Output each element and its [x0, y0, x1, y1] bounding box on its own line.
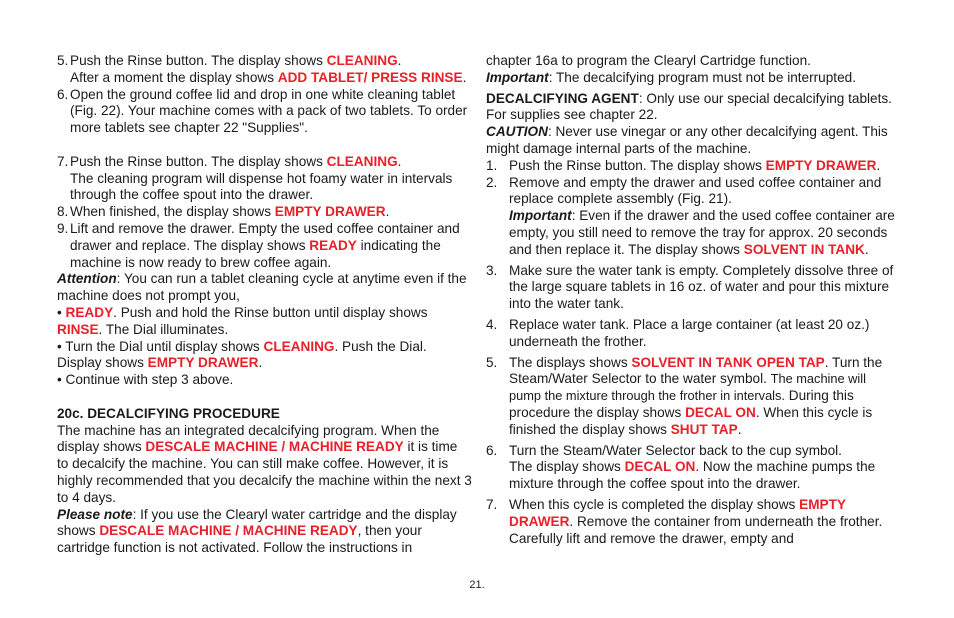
- decal-step-5: [486, 355, 900, 439]
- step-text: [70, 154, 472, 204]
- decal-step-7: [486, 497, 900, 547]
- step-number: 1.: [486, 157, 498, 173]
- please-note-label: Please note: [57, 506, 133, 522]
- step-text-part: The cleaning program will dispense hot foamy water in intervals through the coffee spout into the drawer.: [70, 170, 453, 203]
- step-text: [70, 53, 472, 87]
- note-text: : If you use the Clearyl water cartridge and the display shows: [57, 506, 457, 539]
- step-text: Open the ground coffee lid and drop in one white cleaning tablet (Fig. 22). Your machine comes with a pack of two tablets. To order more tablets see chapter 22 "Supplies".: [70, 86, 468, 136]
- display-message: DECAL ON: [685, 404, 756, 420]
- step-text: Replace water tank. Place a large container (at least 20 oz.) underneath the frother.: [509, 316, 870, 349]
- cleaning-step-7: [57, 154, 472, 204]
- bullet-dot: •: [57, 304, 66, 320]
- step-text-part: Lift and remove the drawer. Empty the used coffee container and drawer and replace. The display shows: [70, 220, 460, 253]
- step-text-part: .: [385, 204, 390, 220]
- bullet-text: .: [258, 355, 263, 371]
- cleaning-step-6: [57, 87, 472, 137]
- attention-label: Attention: [57, 271, 117, 287]
- step-text-part: Turn the Steam/Water Selector back to the cup symbol.: [509, 442, 842, 458]
- display-message: SOLVENT IN TANK OPEN TAP: [631, 354, 825, 370]
- caution-label: CAUTION: [486, 124, 548, 140]
- please-note: [57, 507, 472, 557]
- step-text-part: The displays shows: [509, 354, 632, 370]
- step-number: 7.: [486, 496, 498, 512]
- display-message: RINSE: [57, 321, 99, 337]
- step-text: [509, 175, 900, 259]
- step-number: 8.: [57, 204, 69, 220]
- step-text-part: .: [864, 241, 869, 257]
- bullet-item: • Continue with step 3 above.: [57, 372, 234, 388]
- step-text: [70, 221, 472, 271]
- note-text: : The decalcifying program must not be interrupted.: [548, 69, 856, 85]
- decal-step-3: [486, 263, 900, 313]
- important-label: Important: [486, 69, 549, 85]
- step-text-part: . Turn the Steam/Water Selector to the water symbol.: [509, 354, 883, 387]
- step-text-part: . Remove the container from underneath the frother. Carefully lift and remove the drawer, empty and: [509, 513, 883, 546]
- step-text-part: . Now the machine pumps the mixture through the coffee spout into the drawer.: [509, 459, 876, 492]
- intro-text: it is time to decalcify the machine. You can still make coffee. However, it is highly recommended that you decalcify the machine within the next 3 to 4 days.: [57, 439, 472, 505]
- step-text: [509, 497, 900, 547]
- decal-step-6: [486, 443, 900, 493]
- step-text-part: The machine will pump the mixture through the frother in intervals.: [509, 371, 866, 404]
- continuation-text: chapter 16a to program the Clearyl Cartridge function.: [486, 53, 811, 68]
- step-text: [509, 158, 900, 175]
- left-column: [57, 53, 472, 557]
- display-message: CLEANING: [263, 338, 335, 354]
- note-text: : You can run a tablet cleaning cycle at anytime even if the machine does not prompt you,: [57, 271, 467, 304]
- step-number: 5.: [57, 53, 69, 68]
- note-text: , then your cartridge function is not activated. Follow the instructions in: [57, 523, 422, 556]
- step-text-part: indicating the machine is now ready to brew coffee again.: [70, 237, 441, 270]
- decalcifying-intro: [57, 423, 472, 507]
- spacer: [57, 389, 472, 406]
- intro-text: The machine has an integrated decalcifying program. When the display shows: [57, 422, 440, 455]
- step-text-part: Push the Rinse button. The display shows: [509, 157, 766, 173]
- decal-step-1: [486, 158, 900, 175]
- display-message: SHUT TAP: [670, 421, 738, 437]
- display-message: EMPTY DRAWER: [274, 204, 386, 220]
- step-number: 6.: [486, 442, 498, 458]
- step-text: Make sure the water tank is empty. Completely dissolve three of the large square tablets in 16 oz. of water and pour this mixture into the water tank.: [509, 262, 894, 312]
- step-text-part: The display shows: [509, 459, 625, 475]
- step-number: 3.: [486, 262, 498, 278]
- step-text-part: Push the Rinse button. The display shows: [70, 53, 327, 68]
- bullet-text: • Turn the Dial until display shows: [57, 338, 264, 354]
- step-text: [509, 443, 900, 493]
- bullet-text: . The Dial illuminates.: [98, 321, 229, 337]
- step-text: [70, 204, 472, 221]
- step-number: 4.: [486, 316, 498, 332]
- cleaning-step-9: [57, 221, 472, 271]
- step-text-part: During this procedure the display shows: [509, 388, 854, 420]
- step-number: 7.: [57, 153, 69, 169]
- section-heading: 20c. DECALCIFYING PROCEDURE: [57, 405, 280, 421]
- note-text: : Only use our special decalcifying tablets. For supplies see chapter 22.: [486, 90, 892, 123]
- cleaning-step-5: [57, 53, 472, 87]
- display-message: SOLVENT IN TANK: [743, 241, 865, 257]
- important-label: Important: [509, 208, 572, 224]
- step-text-part: Remove and empty the drawer and used coffee container and replace complete assembly (Fig. 21).: [509, 174, 882, 207]
- step-text-part: . When this cycle is finished the display shows: [509, 404, 873, 437]
- step-text-part: After a moment the display shows: [70, 69, 278, 85]
- bullet-text: . Push and hold the Rinse button until display shows: [113, 304, 428, 320]
- bullet-text: . Push the Dial. Display shows: [57, 338, 427, 371]
- bullet-item: [57, 305, 472, 339]
- step-text: [509, 355, 900, 439]
- step-text-part: Push the Rinse button. The display shows: [70, 153, 327, 169]
- page-number: 21.: [469, 579, 485, 591]
- important-note: [486, 70, 900, 87]
- display-message: DESCALE MACHINE / MACHINE READY: [145, 439, 404, 455]
- attention-note: [57, 271, 472, 305]
- step-number: 5.: [486, 354, 498, 370]
- decal-step-4: [486, 317, 900, 351]
- decal-step-2: [486, 175, 900, 259]
- step-number: 2.: [486, 174, 498, 190]
- caution-note: [486, 124, 900, 158]
- display-message: EMPTY DRAWER: [765, 157, 877, 173]
- display-message: CLEANING: [326, 53, 398, 68]
- bullet-item: [57, 339, 472, 373]
- step-text-part: .: [397, 53, 402, 68]
- step-number: 9.: [57, 220, 69, 236]
- step-number: 6.: [57, 86, 69, 102]
- spacer: [57, 137, 472, 154]
- display-message: DESCALE MACHINE / MACHINE READY: [99, 523, 358, 539]
- step-text-part: .: [462, 69, 467, 85]
- display-message: READY: [309, 237, 357, 253]
- note-text: : Never use vinegar or any other decalcifying agent. This might damage internal parts of the machine.: [486, 124, 888, 156]
- cleaning-step-8: [57, 204, 472, 221]
- display-message: READY: [65, 304, 114, 320]
- agent-label: DECALCIFYING AGENT: [486, 90, 639, 106]
- step-text-part: .: [397, 153, 402, 169]
- step-text-part: .: [876, 157, 881, 173]
- right-column: [486, 53, 900, 547]
- step-text-part: When finished, the display shows: [70, 204, 275, 220]
- step-text-part: When this cycle is completed the display shows: [509, 496, 800, 512]
- step-text-part: .: [737, 421, 742, 437]
- display-message: DECAL ON: [624, 459, 696, 475]
- step-text-part: : Even if the drawer and the used coffee container are empty, you still need to remove the tray for approx. 20 seconds and then replace it. The display shows: [509, 208, 895, 257]
- decalcifying-agent-note: [486, 91, 900, 125]
- display-message: CLEANING: [326, 153, 398, 169]
- display-message: EMPTY DRAWER: [147, 355, 259, 371]
- display-message: ADD TABLET/ PRESS RINSE: [277, 69, 463, 85]
- display-message: EMPTY DRAWER: [509, 496, 846, 529]
